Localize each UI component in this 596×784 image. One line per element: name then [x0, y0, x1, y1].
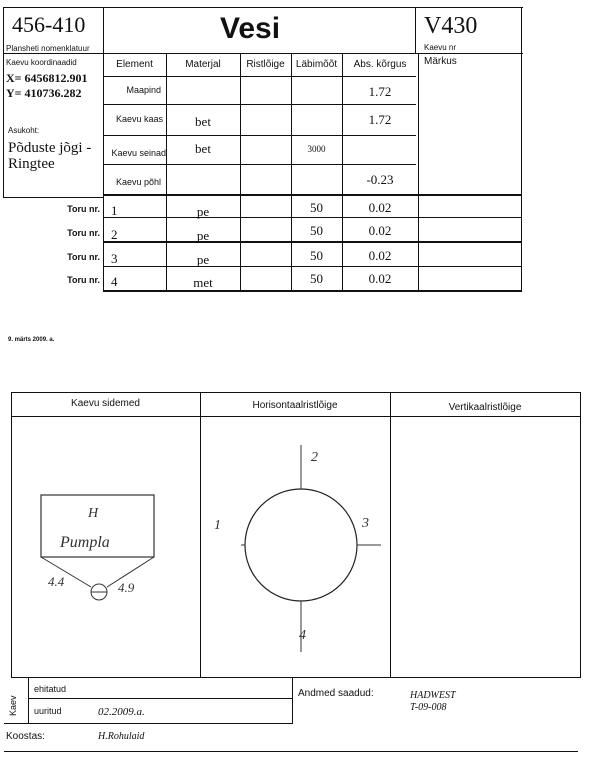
row-element: Kaevu põhl	[115, 177, 161, 187]
section-connections-title: Kaevu sidemed	[71, 398, 140, 409]
sketch-right-number: 4.9	[118, 580, 135, 595]
pipe-height: 0.02	[368, 223, 392, 238]
surveyed-label: uuritud	[34, 706, 62, 716]
coord-x: X= 6456812.901	[6, 71, 88, 85]
section-horizontal-title: Horisontaalristlõige	[252, 400, 338, 411]
header-diameter: Läbimõõt	[295, 59, 338, 70]
sketch-box-text: Pumpla	[60, 534, 110, 551]
pipe-2-label: 2	[311, 450, 318, 465]
row-material: bet	[195, 141, 211, 156]
well-number: V430	[424, 13, 478, 39]
pipe-number: 4	[111, 274, 118, 289]
pipe-number: 2	[111, 227, 118, 242]
nomenclature-label: Plansheti nomenklatuur	[6, 44, 90, 53]
author-value: H.Rohulaid	[98, 731, 145, 742]
date-note: 9. märts 2009. a.	[8, 337, 55, 343]
row-material: bet	[195, 114, 211, 129]
location-line-2: Ringtee	[8, 156, 55, 172]
pipe-height: 0.02	[368, 271, 392, 286]
notes-label: Märkus	[424, 56, 457, 67]
row-height: 1.72	[368, 84, 392, 99]
coord-y: Y= 410736.282	[6, 86, 82, 100]
pipe-label: Toru nr.	[67, 252, 100, 262]
horizontal-section-sketch	[201, 417, 390, 677]
pipe-number: 1	[111, 203, 118, 218]
source-label: Andmed saadud:	[298, 688, 374, 699]
well-number-label: Kaevu nr	[424, 43, 457, 52]
footer-side-label: Kaev	[8, 695, 18, 716]
coords-label: Kaevu koordinaadid	[6, 58, 77, 67]
location-label: Asukoht:	[8, 126, 40, 135]
pipe-height: 0.02	[368, 200, 392, 215]
row-element: Maapind	[126, 85, 161, 95]
sketch-left-number: 4.4	[48, 574, 65, 589]
row-element: Kaevu kaas	[115, 114, 163, 124]
pipe-1-label: 1	[214, 518, 221, 533]
section-vertical-title: Vertikaalristlõige	[448, 402, 522, 413]
source-line-2: T-09-008	[410, 702, 447, 713]
pipe-material: met	[193, 275, 213, 290]
pipe-label: Toru nr.	[67, 204, 100, 214]
pipe-4-label: 4	[299, 628, 306, 643]
pipe-material: pe	[196, 228, 210, 243]
pipe-diameter: 50	[310, 271, 323, 286]
built-label: ehitatud	[34, 684, 67, 694]
source-line-1: HADWEST	[410, 690, 456, 701]
pipe-material: pe	[196, 252, 210, 267]
pipe-label: Toru nr.	[67, 275, 100, 285]
row-height: -0.23	[366, 172, 394, 187]
row-height: 1.72	[368, 112, 392, 127]
header-element: Element	[116, 59, 153, 70]
pipe-diameter: 50	[310, 200, 323, 215]
header-abs-height: Abs. kõrgus	[353, 59, 407, 70]
pipe-3-label: 3	[362, 516, 369, 531]
pipe-number: 3	[111, 251, 118, 266]
pipe-diameter: 50	[310, 223, 323, 238]
surveyed-value: 02.2009.a.	[98, 706, 145, 718]
header-material: Materjal	[185, 59, 221, 70]
sketch-box-h: H	[88, 506, 99, 521]
location-line-1: Põduste jõgi -	[8, 140, 92, 156]
pipe-diameter: 50	[310, 248, 323, 263]
row-diameter: 3000	[307, 144, 326, 154]
page-title: Vesi	[220, 12, 281, 45]
pipe-height: 0.02	[368, 248, 392, 263]
nomenclature-number: 456-410	[12, 12, 86, 37]
pipe-material: pe	[196, 204, 210, 219]
author-label: Koostas:	[6, 731, 45, 742]
row-element: Kaevu seinad	[111, 148, 166, 158]
header-cross-section: Ristlõige	[246, 59, 285, 70]
pipe-label: Toru nr.	[67, 228, 100, 238]
